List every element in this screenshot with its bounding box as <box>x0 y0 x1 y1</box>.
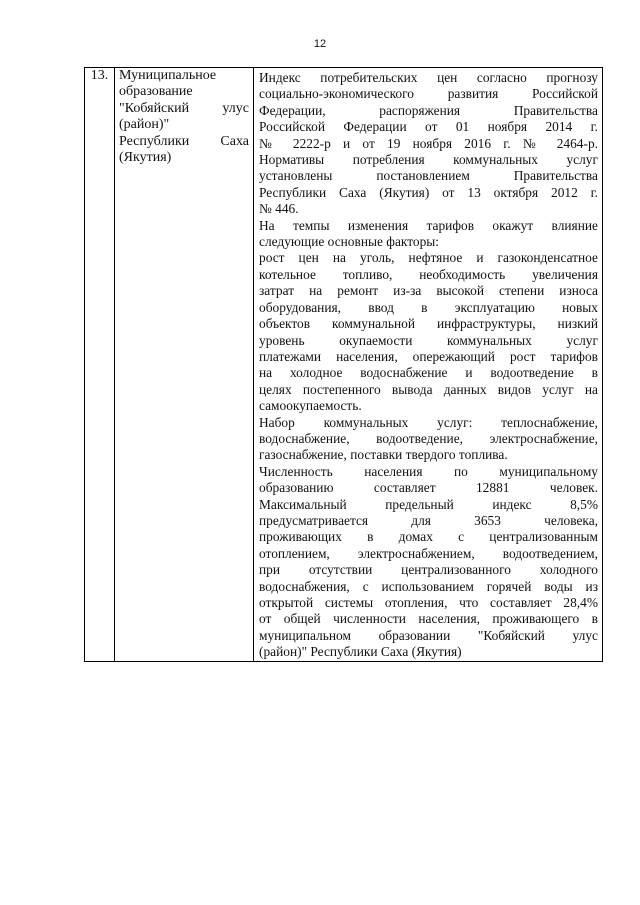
page-number: 12 <box>313 38 327 50</box>
municipality-line: (район)" <box>119 117 170 133</box>
municipality-name <box>115 68 253 166</box>
description-line: уровень окупаемости коммунальных услуг <box>259 332 598 348</box>
description-line: № 446. <box>259 201 299 217</box>
description-line: отоплением, электроснабжением, водоотведением, <box>259 545 598 561</box>
description-line: (район)" Республики Саха (Якутия) <box>259 644 462 660</box>
description-line: при отсутствии централизованного холодного <box>259 562 598 578</box>
description-line: проживающих в домах с централизованным <box>259 529 598 545</box>
description-line: рост цен на уголь, нефтяное и газоконденсатное <box>259 250 598 266</box>
description-line: платежами населения, опережающий рост тарифов <box>259 348 598 364</box>
description-line: муниципальном образовании "Кобяйский улус <box>259 627 598 643</box>
municipality-line: (Якутия) <box>119 150 172 166</box>
description-line: следующие основные факторы: <box>259 234 440 250</box>
description-paragraph <box>259 70 598 218</box>
description-line: Республики Саха (Якутия) от 13 октября 2012 г. <box>259 184 598 200</box>
description-line: социально-экономического развития Российской <box>259 86 598 102</box>
description-text <box>254 68 602 661</box>
description-line: газоснабжение, поставки твердого топлива. <box>259 447 508 463</box>
description-line: от общей численности населения, проживающего в <box>259 611 598 627</box>
description-line: целях постепенного вывода данных видов услуг на <box>259 381 598 397</box>
description-line: водоснабжение, водоотведение, электроснабжение, <box>259 430 598 446</box>
description-line: № 2222-р и от 19 ноября 2016 г. № 2464-р. <box>259 135 598 151</box>
description-line: Максимальный предельный индекс 8,5% <box>259 496 598 512</box>
description-line: Набор коммунальных услуг: теплоснабжение, <box>259 414 598 430</box>
description-line: Нормативы потребления коммунальных услуг <box>259 152 598 168</box>
description-line: Индекс потребительских цен согласно прогнозу <box>259 70 598 85</box>
description-line: Российской Федерации от 01 ноября 2014 г. <box>259 119 598 135</box>
municipality-line: Муниципальное <box>119 68 217 83</box>
description-line: оборудования, ввод в эксплуатацию новых <box>259 299 598 315</box>
description-line: Федерации, распоряжения Правительства <box>259 102 598 118</box>
table-row <box>85 68 603 662</box>
description-line: На темпы изменения тарифов окажут влияние <box>259 217 598 233</box>
description-line: котельное топливо, необходимость увеличения <box>259 266 598 282</box>
row-number: 13. <box>85 68 115 662</box>
description-line: установлены постановлением Правительства <box>259 168 598 184</box>
description-line: открытой системы отопления, что составляет 28,4% <box>259 595 598 610</box>
municipality-line: образование <box>119 84 193 100</box>
municipality-line: "Кобяйский улус <box>119 100 249 116</box>
description-line: предусматривается для 3653 человека, <box>259 512 598 528</box>
description-line: образованию составляет 12881 человек. <box>259 480 598 496</box>
description-line: самоокупаемость. <box>259 398 362 414</box>
description-line: Численность населения по муниципальному <box>259 463 598 479</box>
description-line: водоснабжения, с использованием горячей воды из <box>259 578 598 594</box>
description-line: на холодное водоснабжение и водоотведение в <box>259 365 598 381</box>
description-cell <box>254 68 603 662</box>
municipality-cell <box>115 68 254 662</box>
description-paragraph <box>259 415 598 464</box>
tariff-table <box>84 67 603 662</box>
description-paragraph <box>259 464 598 661</box>
description-line: объектов коммунальной инфраструктуры, низкий <box>259 316 598 332</box>
municipality-line: Республики Саха <box>119 133 249 149</box>
description-line: затрат на ремонт из-за высокой степени износа <box>259 283 598 299</box>
description-paragraph <box>259 218 598 415</box>
